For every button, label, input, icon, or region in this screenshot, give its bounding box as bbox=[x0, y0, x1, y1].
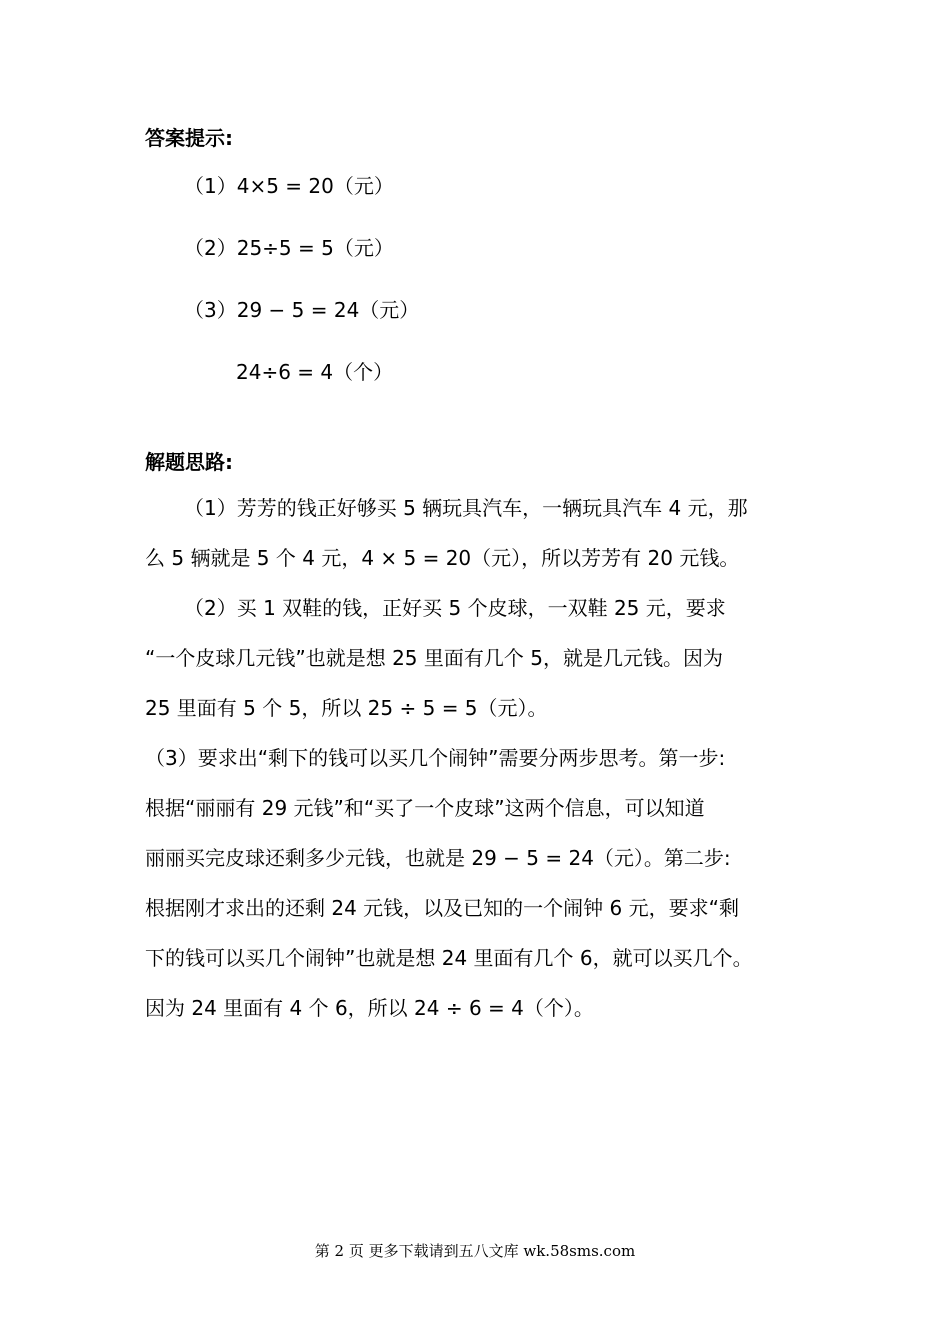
solution-line-11: 因为 24 里面有 4 个 6，所以 24 ÷ 6 = 4（个）。 bbox=[145, 996, 594, 1020]
solution-line-10: 下的钱可以买几个闹钟”也就是想 24 里面有几个 6，就可以买几个。 bbox=[145, 946, 753, 970]
answer-item-1: （1）4×5 = 20（元） bbox=[184, 174, 394, 198]
answer-item-3b: 24÷6 = 4（个） bbox=[236, 360, 394, 384]
solution-line-8: 丽丽买完皮球还剩多少元钱，也就是 29 − 5 = 24（元）。第二步: bbox=[145, 846, 731, 870]
solution-line-6: （3）要求出“剩下的钱可以买几个闹钟”需要分两步思考。第一步: bbox=[145, 746, 726, 770]
solution-line-3: （2）买 1 双鞋的钱，正好买 5 个皮球，一双鞋 25 元，要求 bbox=[184, 596, 726, 620]
solution-line-4: “一个皮球几元钱”也就是想 25 里面有几个 5，就是几元钱。因为 bbox=[145, 646, 723, 670]
answers-heading: 答案提示: bbox=[145, 126, 233, 150]
page-footer: 第 2 页 更多下载请到五八文库 wk.58sms.com bbox=[314, 1242, 636, 1260]
solution-heading: 解题思路: bbox=[145, 450, 233, 474]
solution-line-7: 根据“丽丽有 29 元钱”和“买了一个皮球”这两个信息，可以知道 bbox=[145, 796, 705, 820]
solution-line-9: 根据刚才求出的还剩 24 元钱，以及已知的一个闹钟 6 元，要求“剩 bbox=[145, 896, 739, 920]
answer-item-3: （3）29 − 5 = 24（元） bbox=[184, 298, 420, 322]
solution-line-1: （1）芳芳的钱正好够买 5 辆玩具汽车，一辆玩具汽车 4 元，那 bbox=[184, 496, 748, 520]
answer-item-2: （2）25÷5 = 5（元） bbox=[184, 236, 394, 260]
solution-line-5: 25 里面有 5 个 5，所以 25 ÷ 5 = 5（元）。 bbox=[145, 696, 548, 720]
solution-line-2: 么 5 辆就是 5 个 4 元，4 × 5 = 20（元），所以芳芳有 20 元钱。 bbox=[145, 546, 740, 570]
